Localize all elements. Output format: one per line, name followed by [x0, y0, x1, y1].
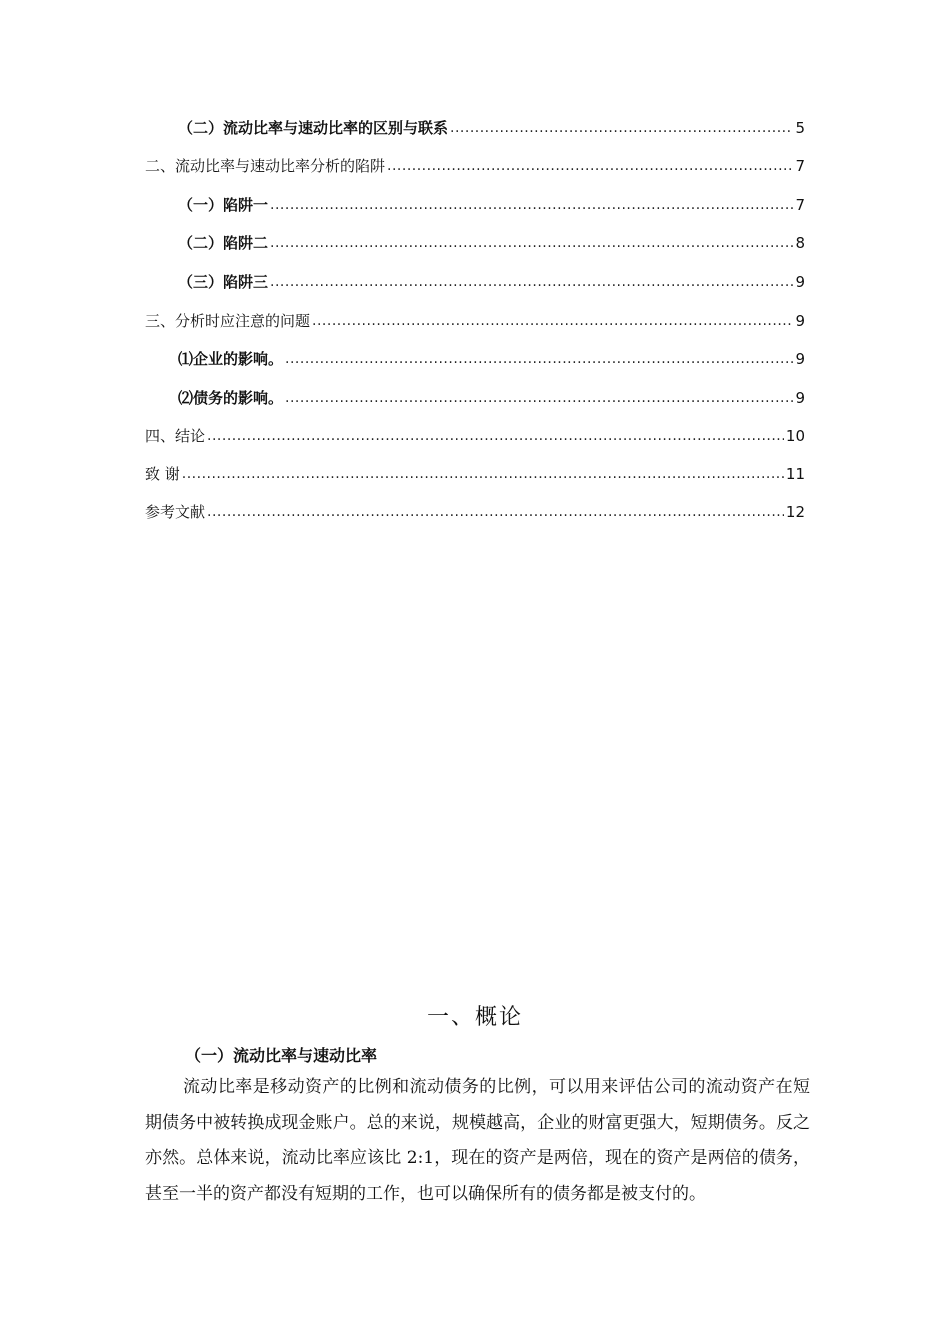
toc-entry[interactable]	[145, 155, 805, 177]
toc-entry[interactable]	[178, 348, 805, 370]
toc-entry-label: ⑵债务的影响。	[178, 389, 284, 407]
toc-entry-page: 9	[795, 312, 805, 330]
toc-entry-label: （二）陷阱二	[178, 234, 269, 252]
chapter-title: 一、概论	[426, 1005, 523, 1030]
toc-entry[interactable]	[178, 232, 805, 254]
toc-leader-dots	[387, 155, 793, 177]
toc-entry[interactable]	[145, 425, 805, 447]
toc-leader-dots	[312, 310, 793, 332]
toc-entry-page: 5	[795, 119, 805, 137]
toc-entry-label: 四、结论	[145, 427, 206, 445]
toc-leader-dots	[207, 425, 784, 447]
toc-entry[interactable]	[178, 117, 805, 139]
toc-entry-label: 参考文献	[145, 503, 206, 521]
toc-entry[interactable]	[145, 310, 805, 332]
toc-entry-page: 12	[785, 503, 805, 521]
toc-entry-label: 三、分析时应注意的问题	[145, 312, 311, 330]
toc-leader-dots	[450, 117, 793, 139]
toc-entry-page: 9	[795, 350, 805, 368]
toc-entry-page: 8	[795, 234, 805, 252]
toc-leader-dots	[270, 232, 793, 254]
toc-entry[interactable]	[145, 463, 805, 485]
toc-entry-label: 二、流动比率与速动比率分析的陷阱	[145, 157, 386, 175]
toc-leader-dots	[207, 501, 784, 523]
toc-leader-dots	[285, 348, 793, 370]
toc-entry-page: 7	[795, 196, 805, 214]
toc-entry-label: 致 谢	[145, 465, 180, 483]
toc-leader-dots	[270, 271, 793, 293]
toc-entry-page: 7	[795, 157, 805, 175]
toc-entry[interactable]	[145, 501, 805, 523]
toc-entry[interactable]	[178, 271, 805, 293]
toc-entry[interactable]	[178, 387, 805, 409]
toc-entry-page: 9	[795, 389, 805, 407]
toc-leader-dots	[285, 387, 793, 409]
toc-leader-dots	[270, 194, 793, 216]
section-title: （一）流动比率与速动比率	[185, 1046, 378, 1065]
toc-entry-label: （二）流动比率与速动比率的区别与联系	[178, 119, 449, 137]
toc-leader-dots	[182, 463, 784, 485]
toc-entry-page: 11	[785, 465, 805, 483]
body-paragraph: 流动比率是移动资产的比例和流动债务的比例，可以用来评估公司的流动资产在短期债务中被转换成现金账户。总的来说，规模越高，企业的财富更强大，短期债务。反之亦然。总体来说，流动比率应该比 2:1，现在的资产是两倍，现在的资产是两倍的债务，甚至一半的资产都没有短期的工作，也可以确保所有的债务都是被支付的。	[145, 1077, 810, 1204]
toc-entry-page: 10	[785, 427, 805, 445]
toc-entry[interactable]	[178, 194, 805, 216]
toc-entry-label: （三）陷阱三	[178, 273, 269, 291]
toc-entry-label: ⑴企业的影响。	[178, 350, 284, 368]
toc-entry-page: 9	[795, 273, 805, 291]
toc-entry-label: （一）陷阱一	[178, 196, 269, 214]
